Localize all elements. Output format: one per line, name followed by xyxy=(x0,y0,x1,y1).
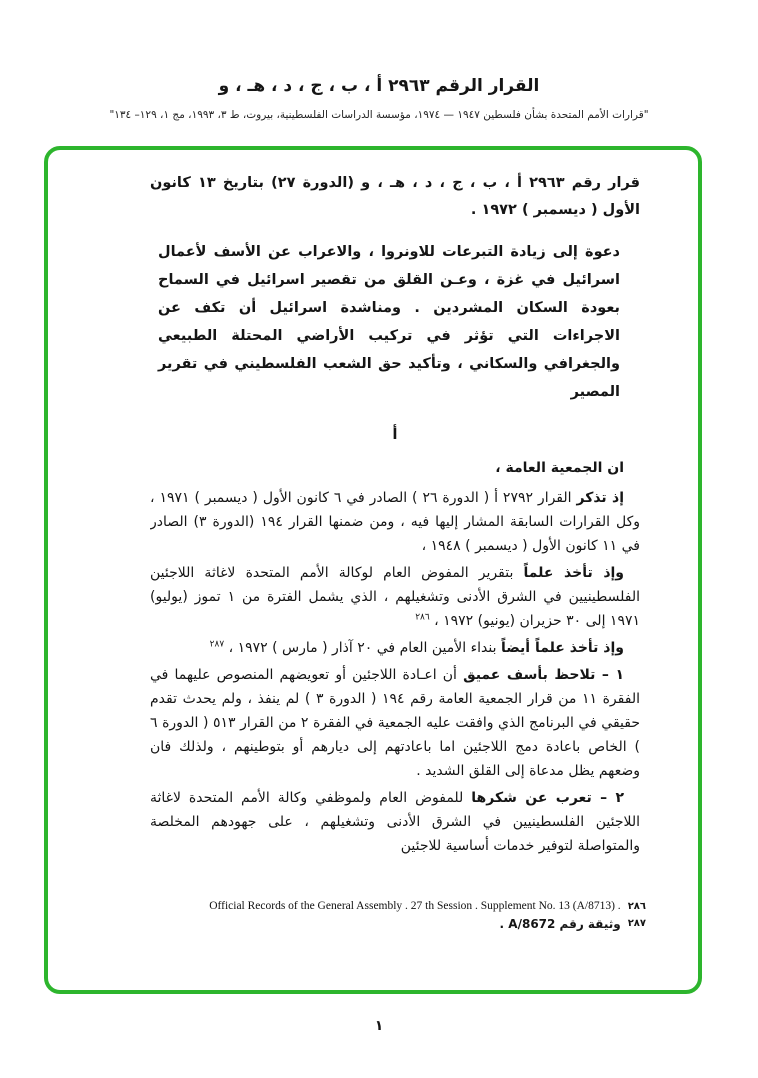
body-paragraph xyxy=(150,786,640,858)
page-number: ١ xyxy=(374,1018,384,1034)
footnote-text: وثيقة رقم A/8672 . xyxy=(499,917,621,931)
intro-paragraph: قرار رقم ٢٩٦٣ أ ، ب ، ج ، د ، هـ ، و (الدورة ٢٧) بتاريخ ١٣ كانون الأول ( ديسمبر ) ١٩٧٢ . xyxy=(150,175,640,218)
footnote-ref: ٢٨٦ xyxy=(415,612,430,623)
footnote-marker: ٢٨٦ xyxy=(627,901,646,912)
footnote-text: Official Records of the General Assembly . 27 th Session . Supplement No. 13 (A/8713) . xyxy=(209,900,621,912)
paragraph-lead: ١ – تلاحظ بأسف عميق xyxy=(463,667,624,683)
paragraph-lead: إذ تذكر xyxy=(576,490,625,506)
footnote-row xyxy=(62,900,646,912)
paragraph-lead: وإذ تأخذ علماً xyxy=(523,565,625,581)
page-title: القرار الرقم ٢٩٦٣ أ ، ب ، ج ، د ، هـ ، و xyxy=(218,76,540,96)
footnote-ref: ٢٨٧ xyxy=(209,639,225,650)
paragraph-text: القرار ٢٧٩٢ أ ( الدورة ٢٦ ) الصادر في ٦ كانون الأول ( ديسمبر ) ١٩٧١ ، وكل القرارات السابقة المشار إليها فيه ، ومن ضمنها القرار ١٩٤ (الدورة ٣) الصادر في ١١ كانون الأول ( ديسمبر ) ١٩٤٨ ، xyxy=(150,490,640,554)
document-body xyxy=(150,170,640,890)
paragraph-text: للمفوض العام ولموظفي وكالة الأمم المتحدة لاغاثة اللاجئين الفلسطينيين في الشرق الأدنى وتشغيلهم ، على جهودهم المخلصة والمتواصلة لتوفير خدمات أساسية للاجئين xyxy=(150,790,640,854)
paragraph-text: بتقرير المفوض العام لوكالة الأمم المتحدة لاغاثة اللاجئين الفلسطينيين في الشرق الأدنى وتشغيلهم ، الذي يشمل الفترة من ١ تموز (يوليو) ١٩٧١ إلى ٣٠ حزيران (يونيو) ١٩٧٢ ، xyxy=(150,565,640,629)
document-frame xyxy=(44,146,702,994)
summary-paragraph: دعوة إلى زيادة التبرعات للاونروا ، والاعراب عن الأسف لأعمال اسرائيل في غزة ، وعـن القلق من تقصير اسرائيل في السماح بعودة السكان المشردين . ومناشدة اسرائيل أن تكف عن الاجراءات التي تؤثر في تركيب الأراضي المحتلة الطبيعي والجغرافي والسكاني ، وتأكيد حق الشعب الفلسطيني في تقرير المصير xyxy=(158,244,620,400)
footnote-row xyxy=(62,917,646,931)
section-letter: أ xyxy=(392,425,398,443)
body-paragraph xyxy=(150,663,640,783)
paragraph-lead: وإذ تأخذ علماً أيضاً xyxy=(500,640,624,656)
paragraph-lead: ٢ – تعرب عن شكرها xyxy=(471,790,624,806)
source-citation: "قرارات الأمم المتحدة بشأن فلسطين ١٩٤٧ — ١٩٧٤، مؤسسة الدراسات الفلسطينية، بيروت، ط ٣، ١٩٩٣، مج ١، ١٢٩– ١٣٤" xyxy=(109,109,649,121)
preamble-heading: ان الجمعية العامة ، xyxy=(495,460,624,476)
footnote-marker: ٢٨٧ xyxy=(627,918,646,929)
paragraph-text: أن اعـادة اللاجئين أو تعويضهم المنصوص عليهما في الفقرة ١١ من قرار الجمعية العامة رقم ١٩٤ ( الدورة ٣ ) لم ينفذ ، ولم يحدث تقدم حقيقي في البرنامج الذي وافقت عليه الجمعية في الفقرة ٢ من القرار ٥١٣ ( الدورة ٦ ) الخاص باعادة دمج اللاجئين اما باعادتهم إلى ديارهم أو بتوطينهم ، ولذلك فان وضعهم يظل مدعاة إلى القلق الشديد . xyxy=(150,667,640,779)
footnotes xyxy=(62,900,646,936)
document-header xyxy=(0,76,758,121)
body-paragraph xyxy=(150,486,640,558)
body-paragraph xyxy=(150,636,640,660)
body-paragraph xyxy=(150,561,640,633)
paragraph-text: بنداء الأمين العام في ٢٠ آذار ( مارس ) ١٩٧٢ ، xyxy=(228,640,497,656)
